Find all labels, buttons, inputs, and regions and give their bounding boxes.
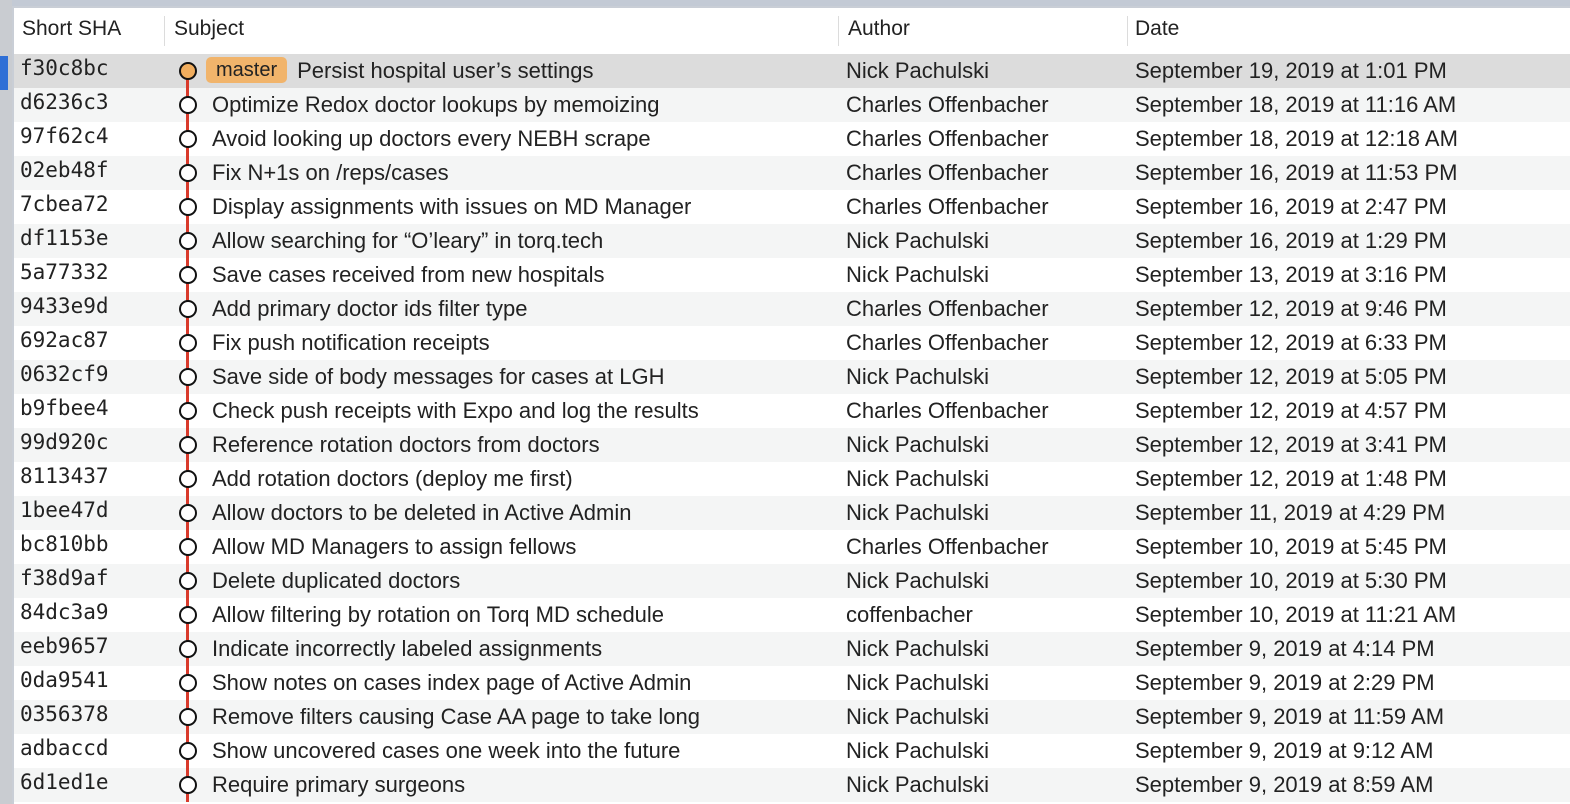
commit-subject-cell bbox=[212, 88, 660, 122]
commit-sha: 97f62c4 bbox=[20, 124, 109, 148]
commit-author: Charles Offenbacher bbox=[846, 534, 1049, 559]
branch-badge[interactable]: master bbox=[206, 57, 287, 83]
commit-author: Nick Pachulski bbox=[846, 636, 990, 661]
commit-subject-cell bbox=[212, 564, 460, 598]
commit-subject-cell bbox=[212, 190, 691, 224]
commit-sha: 0da9541 bbox=[20, 668, 109, 692]
commit-sha: 1bee47d bbox=[20, 498, 109, 522]
commit-dot-icon bbox=[179, 436, 197, 454]
graph-node bbox=[177, 462, 197, 496]
commit-sha: 0356378 bbox=[20, 702, 109, 726]
top-bar bbox=[12, 0, 1570, 6]
commit-subject: Save cases received from new hospitals bbox=[212, 262, 605, 287]
commit-date: September 13, 2019 at 3:16 PM bbox=[1135, 262, 1447, 287]
commit-author: Nick Pachulski bbox=[846, 228, 990, 253]
commit-date: September 9, 2019 at 9:12 AM bbox=[1135, 738, 1434, 763]
commit-row[interactable] bbox=[14, 122, 1570, 156]
commit-author: Nick Pachulski bbox=[846, 432, 990, 457]
commit-date: September 10, 2019 at 5:30 PM bbox=[1135, 568, 1447, 593]
commit-author: Nick Pachulski bbox=[846, 500, 990, 525]
commit-subject-cell bbox=[212, 496, 631, 530]
commit-author: Nick Pachulski bbox=[846, 568, 990, 593]
commit-author: coffenbacher bbox=[846, 602, 973, 627]
commit-dot-icon bbox=[179, 130, 197, 148]
commit-subject-cell bbox=[212, 700, 700, 734]
column-header-sha[interactable]: Short SHA bbox=[22, 17, 122, 40]
graph-node bbox=[177, 224, 197, 258]
commit-subject: Reference rotation doctors from doctors bbox=[212, 432, 600, 457]
graph-node bbox=[177, 258, 197, 292]
commit-subject: Allow MD Managers to assign fellows bbox=[212, 534, 577, 559]
commit-subject: Check push receipts with Expo and log the results bbox=[212, 398, 699, 423]
commit-dot-icon bbox=[179, 674, 197, 692]
commit-date: September 18, 2019 at 11:16 AM bbox=[1135, 92, 1457, 117]
commit-subject: Require primary surgeons bbox=[212, 772, 466, 797]
commit-author: Charles Offenbacher bbox=[846, 194, 1049, 219]
table-header bbox=[14, 8, 1570, 52]
commit-row[interactable] bbox=[14, 666, 1570, 700]
commit-dot-icon bbox=[179, 164, 197, 182]
commit-sha: df1153e bbox=[20, 226, 109, 250]
commit-date: September 9, 2019 at 2:29 PM bbox=[1135, 670, 1435, 695]
commit-author: Charles Offenbacher bbox=[846, 160, 1049, 185]
commit-sha: 8113437 bbox=[20, 464, 109, 488]
commit-subject: Allow searching for “O’leary” in torq.tech bbox=[212, 228, 604, 253]
commit-row[interactable] bbox=[14, 292, 1570, 326]
commit-sha: 02eb48f bbox=[20, 158, 109, 182]
commit-date: September 16, 2019 at 1:29 PM bbox=[1135, 228, 1447, 253]
commit-date: September 12, 2019 at 6:33 PM bbox=[1135, 330, 1447, 355]
commit-author: Charles Offenbacher bbox=[846, 92, 1049, 117]
commit-dot-icon bbox=[179, 538, 197, 556]
commit-subject: Allow doctors to be deleted in Active Admin bbox=[212, 500, 632, 525]
commit-subject-cell bbox=[212, 768, 465, 802]
graph-node bbox=[177, 530, 197, 564]
commit-date: September 9, 2019 at 11:59 AM bbox=[1135, 704, 1445, 729]
commit-subject: Show uncovered cases one week into the future bbox=[212, 738, 681, 763]
commit-date: September 16, 2019 at 2:47 PM bbox=[1135, 194, 1447, 219]
commit-dot-icon bbox=[179, 504, 197, 522]
commit-subject-cell bbox=[212, 666, 691, 700]
graph-node bbox=[177, 326, 197, 360]
commit-date: September 12, 2019 at 1:48 PM bbox=[1135, 466, 1447, 491]
commit-dot-icon bbox=[179, 572, 197, 590]
commit-author: Charles Offenbacher bbox=[846, 296, 1049, 321]
commit-author: Charles Offenbacher bbox=[846, 330, 1049, 355]
left-gutter bbox=[0, 0, 12, 804]
graph-node bbox=[177, 598, 197, 632]
commit-author: Charles Offenbacher bbox=[846, 398, 1049, 423]
column-header-date[interactable]: Date bbox=[1135, 17, 1180, 40]
graph-node bbox=[177, 88, 197, 122]
commit-date: September 12, 2019 at 5:05 PM bbox=[1135, 364, 1447, 389]
commit-subject: Delete duplicated doctors bbox=[212, 568, 461, 593]
commit-date: September 12, 2019 at 4:57 PM bbox=[1135, 398, 1447, 423]
column-divider[interactable] bbox=[1127, 16, 1128, 46]
commit-row[interactable] bbox=[14, 224, 1570, 258]
commit-row[interactable] bbox=[14, 530, 1570, 564]
commit-dot-icon bbox=[179, 368, 197, 386]
commit-author: Nick Pachulski bbox=[846, 262, 990, 287]
commit-subject-cell bbox=[212, 258, 605, 292]
commit-row[interactable] bbox=[14, 734, 1570, 768]
column-header-author[interactable]: Author bbox=[848, 17, 910, 40]
commit-subject: Display assignments with issues on MD Manager bbox=[212, 194, 692, 219]
commit-sha: 6d1ed1e bbox=[20, 770, 109, 794]
selection-marker bbox=[0, 56, 8, 90]
commit-sha: f30c8bc bbox=[20, 56, 109, 80]
commit-row[interactable] bbox=[14, 598, 1570, 632]
commit-subject-cell bbox=[212, 292, 527, 326]
commit-subject: Allow filtering by rotation on Torq MD schedule bbox=[212, 602, 665, 627]
commit-subject-cell bbox=[212, 632, 602, 666]
commit-subject-cell bbox=[212, 122, 651, 156]
commit-date: September 9, 2019 at 4:14 PM bbox=[1135, 636, 1435, 661]
commit-dot-icon bbox=[179, 96, 197, 114]
commit-row[interactable] bbox=[14, 564, 1570, 598]
commit-dot-icon bbox=[179, 640, 197, 658]
commit-row[interactable] bbox=[14, 496, 1570, 530]
commit-dot-icon bbox=[179, 62, 197, 80]
commit-row[interactable] bbox=[14, 394, 1570, 428]
commit-dot-icon bbox=[179, 232, 197, 250]
commit-subject-cell bbox=[212, 360, 664, 394]
commit-sha: b9fbee4 bbox=[20, 396, 109, 420]
commit-sha: 692ac87 bbox=[20, 328, 109, 352]
commit-subject-cell bbox=[212, 326, 490, 360]
commit-sha: adbaccd bbox=[20, 736, 109, 760]
commit-sha: f38d9af bbox=[20, 566, 109, 590]
graph-node bbox=[177, 122, 197, 156]
commit-sha: 7cbea72 bbox=[20, 192, 109, 216]
commit-subject: Fix push notification receipts bbox=[212, 330, 490, 355]
commit-author: Nick Pachulski bbox=[846, 772, 990, 797]
graph-node bbox=[177, 496, 197, 530]
commit-subject-cell bbox=[212, 156, 449, 190]
commit-row[interactable] bbox=[14, 156, 1570, 190]
commit-row[interactable] bbox=[14, 768, 1570, 802]
commit-subject: Avoid looking up doctors every NEBH scrape bbox=[212, 126, 651, 151]
commit-dot-icon bbox=[179, 742, 197, 760]
commit-dot-icon bbox=[179, 708, 197, 726]
commit-dot-icon bbox=[179, 300, 197, 318]
commit-date: September 19, 2019 at 1:01 PM bbox=[1135, 58, 1447, 83]
commit-subject-cell bbox=[212, 428, 600, 462]
commit-subject-cell bbox=[212, 54, 593, 88]
commit-table bbox=[14, 8, 1570, 804]
commit-author: Nick Pachulski bbox=[846, 466, 990, 491]
commit-row[interactable] bbox=[14, 462, 1570, 496]
graph-node bbox=[177, 428, 197, 462]
graph-node bbox=[177, 700, 197, 734]
commit-subject-cell bbox=[212, 530, 576, 564]
graph-node bbox=[177, 292, 197, 326]
commit-row[interactable] bbox=[14, 258, 1570, 292]
commit-sha: 99d920c bbox=[20, 430, 109, 454]
commit-sha: eeb9657 bbox=[20, 634, 109, 658]
commit-dot-icon bbox=[179, 606, 197, 624]
commit-dot-icon bbox=[179, 334, 197, 352]
commit-date: September 9, 2019 at 8:59 AM bbox=[1135, 772, 1434, 797]
commit-subject: Indicate incorrectly labeled assignments bbox=[212, 636, 603, 661]
commit-subject-cell bbox=[212, 734, 680, 768]
column-header-subject[interactable]: Subject bbox=[174, 17, 245, 40]
graph-node bbox=[177, 768, 197, 802]
commit-author: Nick Pachulski bbox=[846, 364, 990, 389]
graph-node bbox=[177, 632, 197, 666]
commit-dot-icon bbox=[179, 266, 197, 284]
commit-author: Charles Offenbacher bbox=[846, 126, 1049, 151]
graph-node bbox=[177, 564, 197, 598]
graph-node bbox=[177, 394, 197, 428]
commit-date: September 11, 2019 at 4:29 PM bbox=[1135, 500, 1446, 525]
commit-sha: d6236c3 bbox=[20, 90, 109, 114]
commit-sha: 84dc3a9 bbox=[20, 600, 109, 624]
commit-row[interactable] bbox=[14, 190, 1570, 224]
commit-date: September 10, 2019 at 5:45 PM bbox=[1135, 534, 1447, 559]
commit-author: Nick Pachulski bbox=[846, 670, 990, 695]
commit-row[interactable] bbox=[14, 54, 1570, 88]
graph-node bbox=[177, 734, 197, 768]
commit-subject: Optimize Redox doctor lookups by memoizing bbox=[212, 92, 660, 117]
commit-subject: Add rotation doctors (deploy me first) bbox=[212, 466, 573, 491]
commit-row[interactable] bbox=[14, 360, 1570, 394]
commit-subject: Show notes on cases index page of Active Admin bbox=[212, 670, 692, 695]
commit-date: September 10, 2019 at 11:21 AM bbox=[1135, 602, 1457, 627]
graph-node bbox=[177, 360, 197, 394]
commit-author: Nick Pachulski bbox=[846, 738, 990, 763]
commit-date: September 12, 2019 at 9:46 PM bbox=[1135, 296, 1447, 321]
graph-node bbox=[177, 190, 197, 224]
commit-sha: 0632cf9 bbox=[20, 362, 109, 386]
commit-sha: 9433e9d bbox=[20, 294, 109, 318]
commit-sha: 5a77332 bbox=[20, 260, 109, 284]
commit-subject: Save side of body messages for cases at LGH bbox=[212, 364, 665, 389]
commit-list bbox=[14, 54, 1570, 802]
commit-author: Nick Pachulski bbox=[846, 58, 990, 83]
commit-row[interactable] bbox=[14, 700, 1570, 734]
commit-subject-cell bbox=[212, 394, 699, 428]
commit-subject-cell bbox=[212, 224, 603, 258]
commit-author: Nick Pachulski bbox=[846, 704, 990, 729]
commit-dot-icon bbox=[179, 402, 197, 420]
column-divider[interactable] bbox=[838, 16, 839, 46]
commit-sha: bc810bb bbox=[20, 532, 109, 556]
commit-dot-icon bbox=[179, 776, 197, 794]
commit-row[interactable] bbox=[14, 88, 1570, 122]
commit-subject: Persist hospital user’s settings bbox=[297, 58, 594, 83]
commit-subject-cell bbox=[212, 462, 573, 496]
graph-node bbox=[177, 54, 197, 88]
commit-subject: Remove filters causing Case AA page to take long bbox=[212, 704, 700, 729]
commit-row[interactable] bbox=[14, 632, 1570, 666]
commit-subject-cell bbox=[212, 598, 664, 632]
commit-subject: Add primary doctor ids filter type bbox=[212, 296, 528, 321]
commit-date: September 12, 2019 at 3:41 PM bbox=[1135, 432, 1447, 457]
graph-node bbox=[177, 156, 197, 190]
commit-subject: Fix N+1s on /reps/cases bbox=[212, 160, 449, 185]
commit-date: September 18, 2019 at 12:18 AM bbox=[1135, 126, 1458, 151]
graph-node bbox=[177, 666, 197, 700]
commit-dot-icon bbox=[179, 470, 197, 488]
column-divider[interactable] bbox=[164, 16, 165, 46]
commit-row[interactable] bbox=[14, 428, 1570, 462]
commit-date: September 16, 2019 at 11:53 PM bbox=[1135, 160, 1458, 185]
commit-dot-icon bbox=[179, 198, 197, 216]
commit-row[interactable] bbox=[14, 326, 1570, 360]
